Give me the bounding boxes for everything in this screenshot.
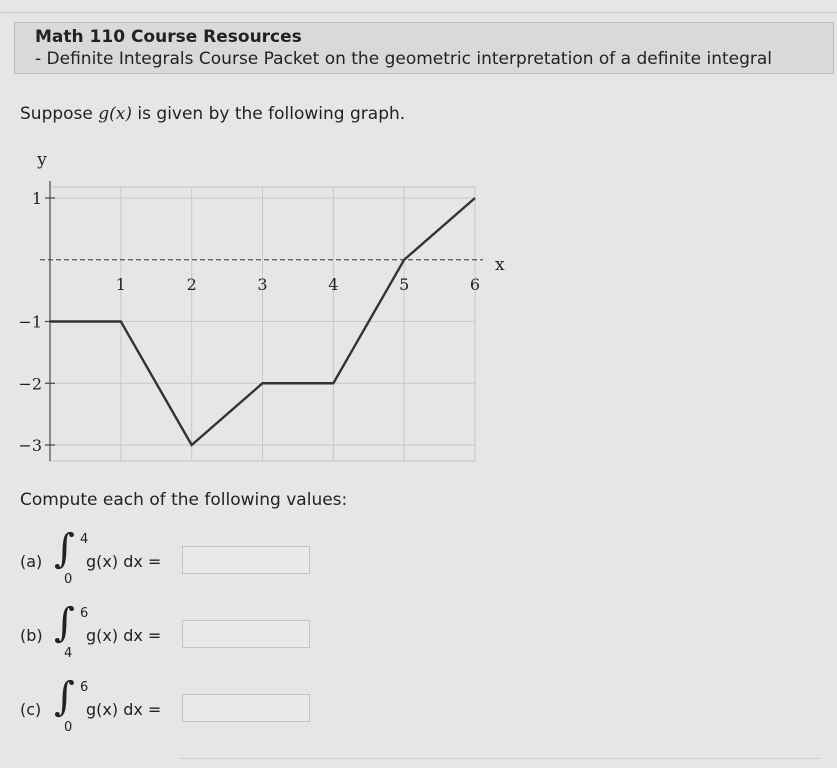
course-subtitle: - Definite Integrals Course Packet on the geometric interpretation of a definite integral bbox=[35, 49, 773, 69]
intro-function: g(x) bbox=[98, 104, 133, 124]
x-tick-label: 2 bbox=[186, 274, 197, 294]
course-title: Math 110 Course Resources bbox=[35, 27, 302, 47]
part-c-upper-limit: 6 bbox=[80, 680, 89, 695]
part-c-integrand: g(x) dx = bbox=[86, 700, 162, 719]
part-b-label: (b) bbox=[20, 626, 43, 645]
part-b-answer-input[interactable] bbox=[182, 620, 310, 648]
x-tick-label: 3 bbox=[257, 274, 268, 294]
function-graph bbox=[0, 145, 520, 475]
part-a-upper-limit: 4 bbox=[80, 532, 89, 547]
bottom-divider bbox=[180, 758, 820, 759]
part-a-label: (a) bbox=[20, 552, 43, 571]
part-b-upper-limit: 6 bbox=[80, 606, 89, 621]
intro-after: is given by the following graph. bbox=[132, 104, 406, 124]
part-a-lower-limit: 0 bbox=[64, 572, 73, 587]
part-c-answer-input[interactable] bbox=[182, 694, 310, 722]
y-tick-label: −1 bbox=[18, 312, 42, 332]
course-header bbox=[14, 22, 834, 74]
x-tick-label: 1 bbox=[115, 274, 126, 294]
intro-before: Suppose bbox=[20, 104, 99, 124]
part-c-lower-limit: 0 bbox=[64, 720, 73, 735]
x-tick-label: 5 bbox=[399, 274, 410, 294]
compute-instruction: Compute each of the following values: bbox=[20, 490, 348, 510]
y-axis-label: y bbox=[37, 150, 47, 170]
part-c-label: (c) bbox=[20, 700, 42, 719]
y-tick-label: −2 bbox=[18, 374, 42, 394]
integral-sign-icon: ∫ bbox=[54, 526, 75, 572]
problem-intro bbox=[20, 104, 405, 124]
y-tick-label: −3 bbox=[18, 436, 42, 455]
y-tick-label: 1 bbox=[31, 189, 42, 208]
integral-sign-icon: ∫ bbox=[54, 600, 75, 646]
part-a-answer-input[interactable] bbox=[182, 546, 310, 574]
part-b-integrand: g(x) dx = bbox=[86, 626, 162, 645]
part-a-integrand: g(x) dx = bbox=[86, 552, 162, 571]
top-divider bbox=[0, 12, 837, 13]
x-axis-label: x bbox=[495, 254, 505, 275]
x-tick-label: 6 bbox=[469, 274, 481, 294]
integral-sign-icon: ∫ bbox=[54, 674, 75, 720]
part-b-lower-limit: 4 bbox=[64, 646, 73, 661]
x-tick-label: 4 bbox=[328, 274, 339, 294]
